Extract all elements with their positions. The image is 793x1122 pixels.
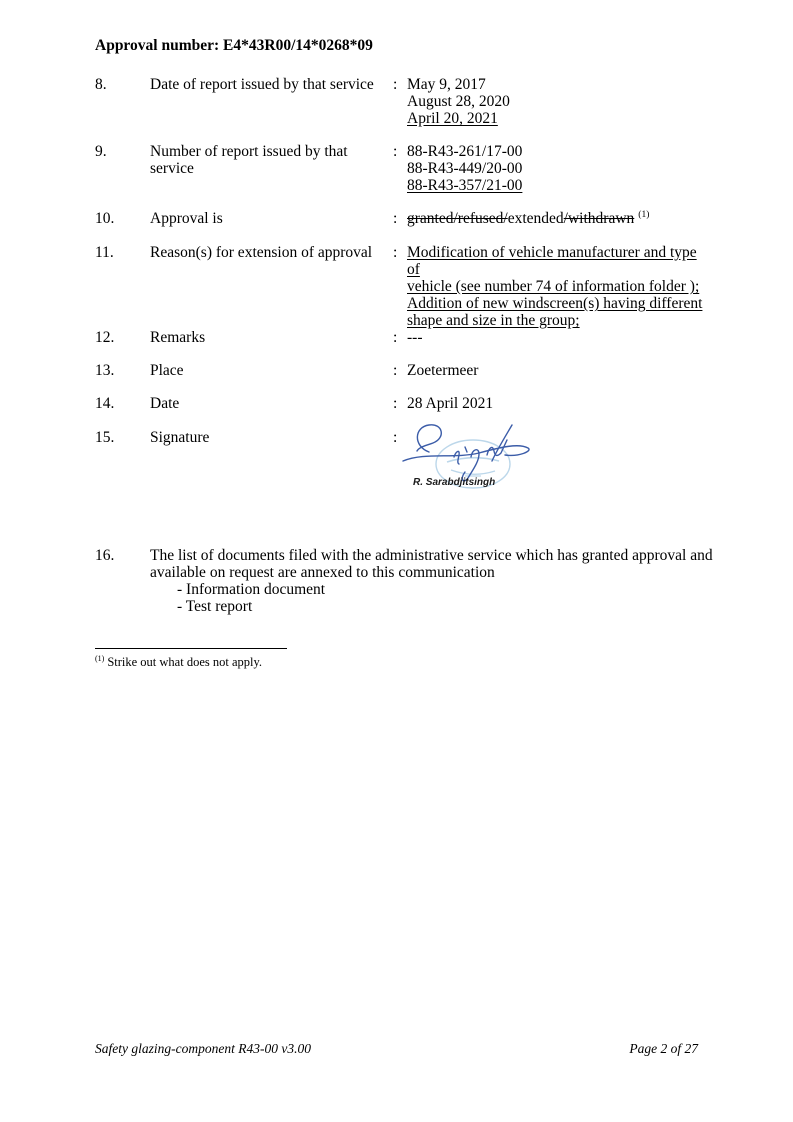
item-11-value [407, 244, 712, 329]
item-11-label: Reason(s) for extension of approval [150, 244, 373, 261]
item-9-number: 9. [95, 143, 107, 160]
signer-name: R. Sarabdjitsingh [413, 477, 496, 488]
item-14-label: Date [150, 395, 180, 412]
item-15 [95, 429, 407, 446]
item-10-number: 10. [95, 210, 115, 227]
approval-number-heading: Approval number: E4*43R00/14*0268*09 [95, 37, 373, 54]
item-8-value [407, 76, 510, 127]
item-10-colon: : [393, 210, 398, 227]
item-10-value [407, 210, 649, 227]
item-10-label: Approval is [150, 210, 223, 227]
item-12-value: --- [407, 329, 423, 346]
item-9-value-line-1: 88-R43-261/17-00 [407, 143, 523, 160]
item-16-text-line-1: The list of documents filed with the administrative service which has granted approval and [150, 547, 713, 564]
item-16-body [150, 547, 742, 615]
item-12 [95, 329, 423, 346]
item-9 [95, 143, 522, 194]
signature-ink [403, 425, 529, 481]
footnote-text-line [95, 655, 287, 670]
item-15-label: Signature [150, 429, 210, 446]
item-13-label: Place [150, 362, 184, 379]
item-8-label: Date of report issued by that service [150, 76, 374, 93]
item-11-number: 11. [95, 244, 114, 261]
item-11-value-line-1: Modification of vehicle manufacturer and type of [407, 244, 697, 278]
item-9-value-line-2: 88-R43-449/20-00 [407, 160, 523, 177]
item-9-label: Number of report issued by that service [150, 143, 348, 177]
footer-document-id: Safety glazing-component R43-00 v3.00 [95, 1041, 311, 1056]
item-15-number: 15. [95, 429, 115, 446]
item-8-value-line-1: May 9, 2017 [407, 76, 486, 93]
item-12-colon: : [393, 329, 398, 346]
item-8 [95, 76, 510, 127]
item-16-text-line-2: available on request are annexed to this communication [150, 564, 495, 581]
footnote-ref: (1) [95, 653, 105, 663]
item-10 [95, 210, 649, 227]
item-8-value-line-2: August 28, 2020 [407, 93, 510, 110]
item-10-footnote-ref: (1) [638, 209, 650, 220]
item-13-value: Zoetermeer [407, 362, 479, 379]
footnote-rule [95, 648, 287, 649]
item-8-number: 8. [95, 76, 107, 93]
item-15-colon: : [393, 429, 398, 446]
item-16 [95, 547, 742, 615]
item-10-struck-text-1: granted/refused/ [407, 210, 508, 227]
document-list-item-2: - Test report [177, 598, 253, 615]
footnote-text: Strike out what does not apply. [107, 655, 263, 669]
item-8-colon: : [393, 76, 398, 93]
item-8-value-line-3: April 20, 2021 [407, 110, 498, 127]
item-13 [95, 362, 478, 379]
item-14-colon: : [393, 395, 398, 412]
item-16-document-list [150, 581, 742, 615]
item-11-value-line-4: shape and size in the group; [407, 312, 580, 329]
document-list-item-1: - Information document [177, 581, 326, 598]
footnote [95, 648, 287, 670]
item-9-value [407, 143, 522, 194]
footer-page-number: Page 2 of 27 [629, 1041, 698, 1056]
item-14-value: 28 April 2021 [407, 395, 494, 412]
item-11 [95, 244, 712, 329]
item-11-value-line-2: vehicle (see number 74 of information folder ); [407, 278, 700, 295]
item-14-number: 14. [95, 395, 115, 412]
item-10-kept-text: extended [507, 210, 564, 227]
item-12-number: 12. [95, 329, 115, 346]
item-10-struck-text-2: /withdrawn [563, 210, 635, 227]
item-12-label: Remarks [150, 329, 206, 346]
item-11-colon: : [393, 244, 398, 261]
item-9-colon: : [393, 143, 398, 160]
item-13-colon: : [393, 362, 398, 379]
item-16-number: 16. [95, 547, 115, 564]
item-11-value-line-3: Addition of new windscreen(s) having different [407, 295, 703, 312]
item-9-value-line-3: 88-R43-357/21-00 [407, 177, 523, 194]
item-14 [95, 395, 493, 412]
item-13-number: 13. [95, 362, 115, 379]
page-footer [95, 1040, 698, 1057]
